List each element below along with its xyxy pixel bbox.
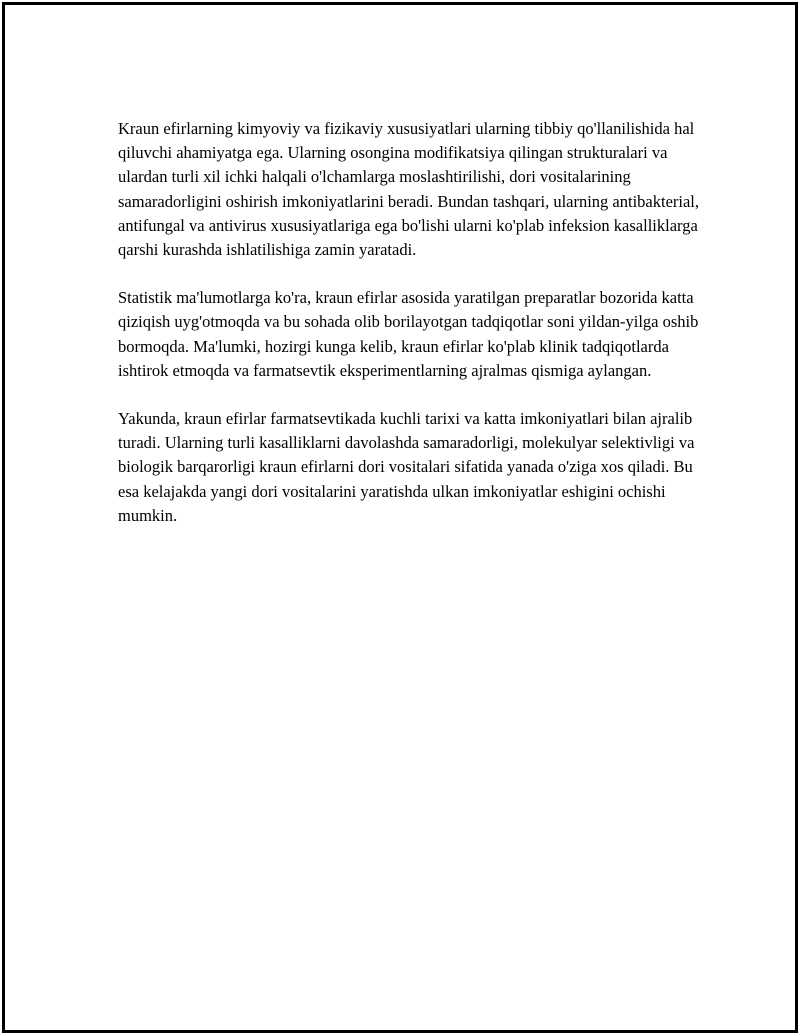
paragraph-3: Yakunda, kraun efirlar farmatsevtikada kuchli tarixi va katta imkoniyatlari bilan ajralib turadi. Ularning turli kasalliklarni davolashda samaradorligi, molekulyar selektivligi va biologik barqarorligi kraun efirlarni dori vositalari sifatida yanada o'ziga xos qiladi. Bu esa kelajakda yangi dori vositalarini yaratishda ulkan imkoniyatlar eshigini ochishi mumkin.	[118, 409, 695, 525]
paragraph-1: Kraun efirlarning kimyoviy va fizikaviy xususiyatlari ularning tibbiy qo'llanilishida hal qiluvchi ahamiyatga ega. Ularning osongina modifikatsiya qilingan strukturalari va ulardan turli xil ichki halqali o'lchamlarga moslashtirilishi, dori vositalarining samaradorligini oshirish imkoniyatlarini beradi. Bundan tashqari, ularning antibakterial, antifungal va antivirus xususiyatlariga ega bo'lishi ularni ko'plab infeksion kasalliklarga qarshi kurashda ishlatilishiga zamin yaratadi.	[118, 119, 700, 260]
paragraph-2: Statistik ma'lumotlarga ko'ra, kraun efirlar asosida yaratilgan preparatlar bozorida katta qiziqish uyg'otmoqda va bu sohada olib borilayotgan tadqiqotlar soni yildan-yilga oshib bormoqda. Ma'lumki, hozirgi kunga kelib, kraun efirlar ko'plab klinik tadqiqotlarda ishtirok etmoqda va farmatsevtik eksperimentlarning ajralmas qismiga aylangan.	[118, 288, 699, 380]
document-body	[118, 117, 703, 552]
